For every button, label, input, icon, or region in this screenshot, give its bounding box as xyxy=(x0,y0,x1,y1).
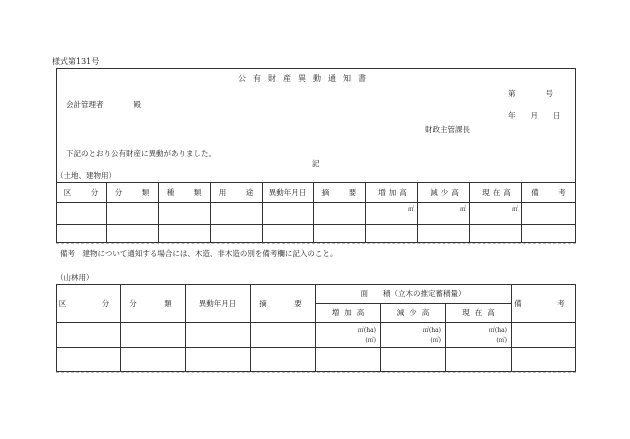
cut-line xyxy=(56,243,576,244)
table2-header-cell: 摘 要 xyxy=(259,298,312,308)
table1-header-cell: 用 途 xyxy=(218,188,260,197)
date-label: 年 月 日 xyxy=(508,111,561,120)
table2-header-cell: 増加高 xyxy=(331,308,370,317)
volume-unit: (㎥) xyxy=(496,337,507,344)
area-ha-unit: ㎡(ha) xyxy=(422,327,441,334)
ki-label: 記 xyxy=(312,159,320,168)
number-label: 第 号 xyxy=(508,89,553,98)
table1-header-cell: 区 分 xyxy=(63,188,105,197)
table1-header-cell: 減少高 xyxy=(430,188,462,197)
section-label-land-building: （土地、建物用） xyxy=(56,171,116,180)
area-unit: ㎡ xyxy=(459,206,466,213)
area-ha-unit: ㎡(ha) xyxy=(357,327,376,334)
table1-header-cell: 摘 要 xyxy=(321,188,363,197)
table1-header-cell: 分 類 xyxy=(114,188,156,197)
table2-header-cell: 備 考 xyxy=(514,298,579,308)
table2-header-cell: 区 分 xyxy=(58,298,124,308)
area-unit: ㎡ xyxy=(511,206,518,213)
table1-header-cell: 現在高 xyxy=(482,188,514,197)
table1-header-cell: 増加高 xyxy=(378,188,410,197)
table1-row-line xyxy=(56,224,576,225)
table2-header-cell: 異動年月日 xyxy=(198,298,237,308)
table1-header-cell: 種 類 xyxy=(166,188,208,197)
table2-header-cell: 減少高 xyxy=(396,308,435,317)
table2-header-cell: 分 類 xyxy=(129,298,182,308)
table1-header-bottom-line xyxy=(56,202,576,203)
section-label-forest: （山林用） xyxy=(56,273,94,282)
table1-header-cell: 異動年月日 xyxy=(268,188,307,197)
table2-header-cell-area: 面 積（立木の推定蓄積量） xyxy=(360,289,466,298)
notice-message: 下記のとおり公有財産に異動がありました。 xyxy=(66,149,216,158)
sender: 財政主管課長 xyxy=(425,125,470,134)
table2-row-line xyxy=(56,347,576,348)
volume-unit: (㎥) xyxy=(430,337,441,344)
volume-unit: (㎥) xyxy=(365,337,376,344)
addressee: 会計管理者 殿 xyxy=(66,100,141,109)
cut-line xyxy=(56,372,576,373)
table2-header-bottom-line xyxy=(56,322,576,323)
remarks-note: 備考 建物について通知する場合には、木造、非木造の別を備考欄に記入のこと。 xyxy=(60,249,338,258)
area-ha-unit: ㎡(ha) xyxy=(488,327,507,334)
table2-header-cell: 現在高 xyxy=(462,308,500,317)
form-title: 公有財産異動通知書 xyxy=(238,74,373,83)
area-unit: ㎡ xyxy=(407,206,414,213)
table1-header-cell: 備 考 xyxy=(531,188,572,197)
form-number: 様式第131号 xyxy=(52,57,100,66)
